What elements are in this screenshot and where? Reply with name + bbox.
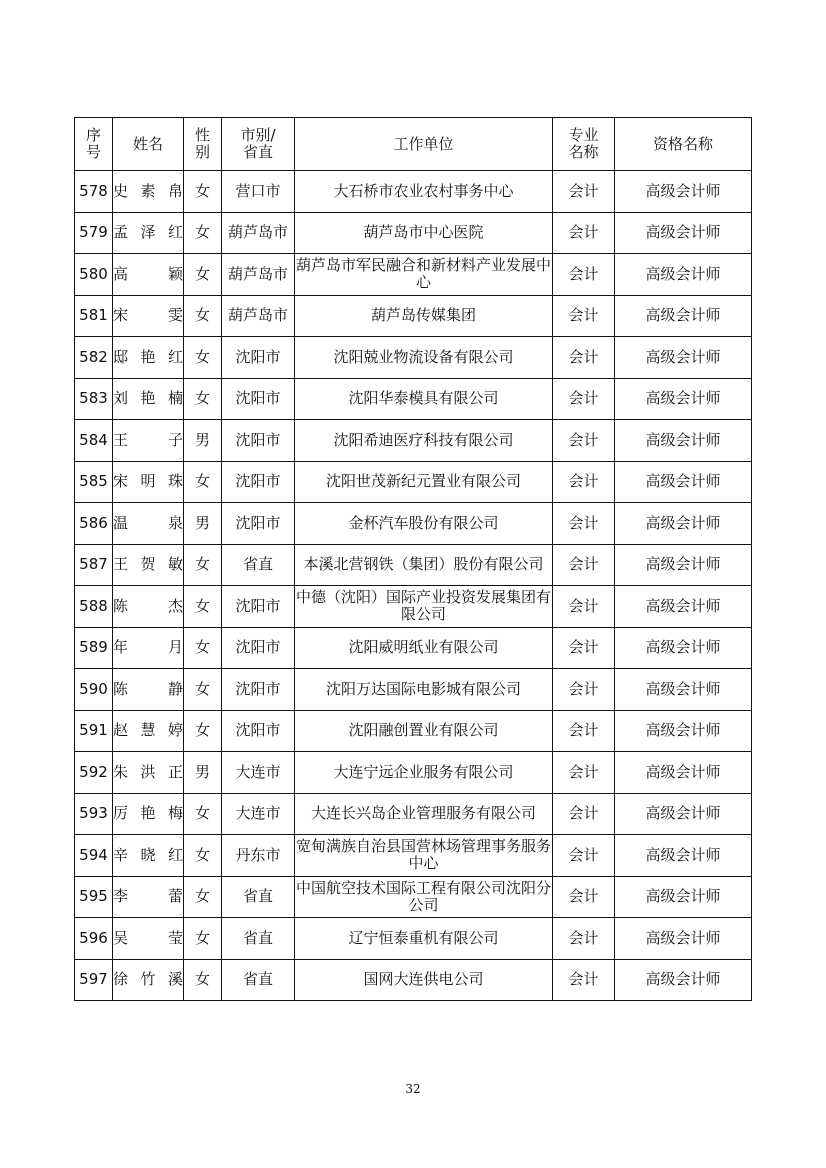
cell-name: [113, 876, 184, 918]
table-row: [75, 793, 752, 835]
cell-gender: 女: [184, 171, 222, 213]
cell-major: 会计: [553, 544, 615, 586]
cell-major: 会计: [553, 420, 615, 462]
cell-unit: 宽甸满族自治县国营林场管理事务服务中心: [295, 835, 553, 877]
name-char: 洪: [140, 762, 156, 781]
cell-unit: 沈阳万达国际电影城有限公司: [295, 669, 553, 711]
cell-major: 会计: [553, 918, 615, 960]
cell-unit: 沈阳融创置业有限公司: [295, 710, 553, 752]
name-char: 泽: [140, 223, 156, 242]
page-number: 32: [405, 1082, 421, 1096]
cell-city: 省直: [222, 959, 295, 1001]
cell-qualification: 高级会计师: [615, 876, 752, 918]
name-char: 徐: [113, 970, 129, 989]
table-row: [75, 337, 752, 379]
name-characters: [113, 266, 183, 283]
name-characters: [113, 764, 183, 781]
name-char: 吴: [113, 928, 129, 947]
name-char: 明: [140, 472, 156, 491]
name-char: 宋: [113, 306, 129, 325]
cell-name: [113, 793, 184, 835]
table-header-row: [75, 118, 752, 171]
name-char: 梅: [167, 804, 183, 823]
cell-major: 会计: [553, 669, 615, 711]
table-row: [75, 918, 752, 960]
header-major: 专业名称: [553, 118, 615, 171]
cell-unit: 葫芦岛传媒集团: [295, 295, 553, 337]
table-row: [75, 627, 752, 669]
name-characters: [113, 432, 183, 449]
table-row: [75, 420, 752, 462]
cell-major: 会计: [553, 503, 615, 545]
table-row: [75, 171, 752, 213]
cell-name: [113, 627, 184, 669]
table-row: [75, 586, 752, 628]
name-characters: [113, 515, 183, 532]
name-characters: [113, 971, 183, 988]
table-row: [75, 461, 752, 503]
header-gender: 性别: [184, 118, 222, 171]
header-qualification: 资格名称: [615, 118, 752, 171]
name-characters: [113, 639, 183, 656]
name-characters: [113, 349, 183, 366]
cell-gender: 女: [184, 337, 222, 379]
name-char: 贺: [140, 555, 156, 574]
cell-city: 葫芦岛市: [222, 254, 295, 296]
cell-city: 沈阳市: [222, 627, 295, 669]
cell-city: 省直: [222, 918, 295, 960]
cell-city: 大连市: [222, 752, 295, 794]
name-char: 辛: [113, 845, 129, 864]
table-row: [75, 254, 752, 296]
name-characters: [113, 556, 183, 573]
name-characters: [113, 681, 183, 698]
name-char: 朱: [113, 762, 129, 781]
name-char: 雯: [167, 306, 183, 325]
cell-seq: 590: [75, 669, 113, 711]
cell-gender: 女: [184, 461, 222, 503]
cell-city: 省直: [222, 876, 295, 918]
name-characters: [113, 930, 183, 947]
cell-unit: 国网大连供电公司: [295, 959, 553, 1001]
cell-city: 营口市: [222, 171, 295, 213]
cell-name: [113, 171, 184, 213]
cell-seq: 582: [75, 337, 113, 379]
cell-gender: 女: [184, 586, 222, 628]
name-characters: [113, 847, 183, 864]
cell-major: 会计: [553, 586, 615, 628]
table-row: [75, 378, 752, 420]
name-char: 蕾: [167, 887, 183, 906]
cell-major: 会计: [553, 793, 615, 835]
cell-gender: 女: [184, 669, 222, 711]
header-name: 姓名: [113, 118, 184, 171]
name-char: 陈: [113, 679, 129, 698]
name-char: 子: [167, 430, 183, 449]
cell-major: 会计: [553, 461, 615, 503]
name-characters: [113, 473, 183, 490]
name-char: 珠: [167, 472, 183, 491]
cell-major: 会计: [553, 295, 615, 337]
name-char: 慧: [140, 721, 156, 740]
cell-qualification: 高级会计师: [615, 918, 752, 960]
cell-seq: 594: [75, 835, 113, 877]
cell-seq: 583: [75, 378, 113, 420]
cell-city: 沈阳市: [222, 503, 295, 545]
cell-unit: 沈阳世茂新纪元置业有限公司: [295, 461, 553, 503]
cell-qualification: 高级会计师: [615, 378, 752, 420]
cell-seq: 580: [75, 254, 113, 296]
table-row: [75, 544, 752, 586]
roster-table: [74, 117, 752, 1001]
cell-unit: 沈阳华泰模具有限公司: [295, 378, 553, 420]
cell-name: [113, 461, 184, 503]
cell-qualification: 高级会计师: [615, 835, 752, 877]
table-row: [75, 876, 752, 918]
cell-major: 会计: [553, 378, 615, 420]
cell-city: 丹东市: [222, 835, 295, 877]
cell-unit: 葫芦岛市军民融合和新材料产业发展中心: [295, 254, 553, 296]
cell-unit: 中德（沈阳）国际产业投资发展集团有限公司: [295, 586, 553, 628]
cell-qualification: 高级会计师: [615, 544, 752, 586]
cell-name: [113, 212, 184, 254]
cell-seq: 595: [75, 876, 113, 918]
cell-major: 会计: [553, 752, 615, 794]
cell-major: 会计: [553, 337, 615, 379]
name-char: 竹: [140, 970, 156, 989]
cell-gender: 女: [184, 876, 222, 918]
cell-major: 会计: [553, 212, 615, 254]
cell-city: 葫芦岛市: [222, 295, 295, 337]
cell-qualification: 高级会计师: [615, 295, 752, 337]
header-city: 市别/省直: [222, 118, 295, 171]
cell-gender: 男: [184, 503, 222, 545]
cell-qualification: 高级会计师: [615, 752, 752, 794]
table-row: [75, 503, 752, 545]
cell-seq: 589: [75, 627, 113, 669]
name-characters: [113, 805, 183, 822]
cell-gender: 女: [184, 295, 222, 337]
cell-unit: 大石桥市农业农村事务中心: [295, 171, 553, 213]
cell-name: [113, 378, 184, 420]
cell-gender: 男: [184, 420, 222, 462]
cell-gender: 女: [184, 254, 222, 296]
name-char: 年: [113, 638, 129, 657]
cell-major: 会计: [553, 710, 615, 752]
name-characters: [113, 888, 183, 905]
cell-city: 沈阳市: [222, 420, 295, 462]
cell-name: [113, 295, 184, 337]
name-char: 陈: [113, 596, 129, 615]
cell-gender: 女: [184, 710, 222, 752]
cell-unit: 沈阳希迪医疗科技有限公司: [295, 420, 553, 462]
cell-major: 会计: [553, 254, 615, 296]
header-unit: 工作单位: [295, 118, 553, 171]
cell-name: [113, 710, 184, 752]
cell-city: 沈阳市: [222, 710, 295, 752]
name-characters: [113, 307, 183, 324]
cell-unit: 辽宁恒泰重机有限公司: [295, 918, 553, 960]
cell-seq: 587: [75, 544, 113, 586]
cell-seq: 596: [75, 918, 113, 960]
name-char: 泉: [167, 513, 183, 532]
cell-seq: 586: [75, 503, 113, 545]
cell-city: 沈阳市: [222, 586, 295, 628]
name-char: 刘: [113, 389, 129, 408]
cell-name: [113, 337, 184, 379]
cell-seq: 584: [75, 420, 113, 462]
name-char: 宋: [113, 472, 129, 491]
cell-qualification: 高级会计师: [615, 586, 752, 628]
cell-gender: 女: [184, 378, 222, 420]
cell-seq: 591: [75, 710, 113, 752]
cell-name: [113, 503, 184, 545]
cell-seq: 579: [75, 212, 113, 254]
table-body: [75, 171, 752, 1001]
name-char: 素: [140, 181, 156, 200]
cell-unit: 大连宁远企业服务有限公司: [295, 752, 553, 794]
cell-city: 葫芦岛市: [222, 212, 295, 254]
name-char: 王: [113, 430, 129, 449]
cell-gender: 女: [184, 793, 222, 835]
table-row: [75, 295, 752, 337]
name-char: 厉: [113, 804, 129, 823]
cell-unit: 沈阳威明纸业有限公司: [295, 627, 553, 669]
table-row: [75, 212, 752, 254]
cell-city: 沈阳市: [222, 337, 295, 379]
name-char: 溪: [167, 970, 183, 989]
name-characters: [113, 183, 183, 200]
cell-qualification: 高级会计师: [615, 212, 752, 254]
name-char: 艳: [140, 389, 156, 408]
name-characters: [113, 722, 183, 739]
cell-name: [113, 959, 184, 1001]
name-char: 温: [113, 513, 129, 532]
name-characters: [113, 390, 183, 407]
name-char: 静: [167, 679, 183, 698]
cell-city: 沈阳市: [222, 461, 295, 503]
cell-major: 会计: [553, 835, 615, 877]
cell-city: 大连市: [222, 793, 295, 835]
cell-gender: 女: [184, 544, 222, 586]
name-char: 王: [113, 555, 129, 574]
cell-gender: 女: [184, 627, 222, 669]
cell-qualification: 高级会计师: [615, 793, 752, 835]
cell-qualification: 高级会计师: [615, 959, 752, 1001]
cell-name: [113, 835, 184, 877]
cell-unit: 金杯汽车股份有限公司: [295, 503, 553, 545]
cell-seq: 581: [75, 295, 113, 337]
cell-major: 会计: [553, 959, 615, 1001]
name-char: 楠: [167, 389, 183, 408]
cell-gender: 女: [184, 835, 222, 877]
cell-qualification: 高级会计师: [615, 254, 752, 296]
cell-city: 省直: [222, 544, 295, 586]
cell-name: [113, 544, 184, 586]
name-char: 孟: [113, 223, 129, 242]
cell-gender: 女: [184, 918, 222, 960]
cell-name: [113, 752, 184, 794]
name-char: 高: [113, 264, 129, 283]
cell-seq: 592: [75, 752, 113, 794]
cell-seq: 578: [75, 171, 113, 213]
table-row: [75, 752, 752, 794]
cell-seq: 585: [75, 461, 113, 503]
name-characters: [113, 598, 183, 615]
name-char: 晓: [140, 845, 156, 864]
name-char: 杰: [167, 596, 183, 615]
name-char: 月: [167, 638, 183, 657]
cell-major: 会计: [553, 171, 615, 213]
name-char: 帛: [167, 181, 183, 200]
name-char: 史: [113, 181, 129, 200]
table-row: [75, 669, 752, 711]
cell-seq: 588: [75, 586, 113, 628]
cell-major: 会计: [553, 876, 615, 918]
name-char: 正: [167, 762, 183, 781]
cell-major: 会计: [553, 627, 615, 669]
cell-unit: 大连长兴岛企业管理服务有限公司: [295, 793, 553, 835]
cell-city: 沈阳市: [222, 669, 295, 711]
cell-qualification: 高级会计师: [615, 503, 752, 545]
cell-unit: 中国航空技术国际工程有限公司沈阳分公司: [295, 876, 553, 918]
cell-unit: 本溪北营钢铁（集团）股份有限公司: [295, 544, 553, 586]
name-char: 婷: [167, 721, 183, 740]
cell-seq: 593: [75, 793, 113, 835]
cell-name: [113, 254, 184, 296]
name-characters: [113, 224, 183, 241]
cell-name: [113, 669, 184, 711]
cell-gender: 女: [184, 212, 222, 254]
cell-qualification: 高级会计师: [615, 461, 752, 503]
cell-city: 沈阳市: [222, 378, 295, 420]
cell-qualification: 高级会计师: [615, 337, 752, 379]
name-char: 红: [167, 347, 183, 366]
cell-name: [113, 420, 184, 462]
name-char: 艳: [140, 804, 156, 823]
table-row: [75, 710, 752, 752]
name-char: 李: [113, 887, 129, 906]
name-char: 赵: [113, 721, 129, 740]
name-char: 莹: [167, 928, 183, 947]
cell-seq: 597: [75, 959, 113, 1001]
cell-name: [113, 586, 184, 628]
name-char: 艳: [140, 347, 156, 366]
table-row: [75, 835, 752, 877]
cell-qualification: 高级会计师: [615, 171, 752, 213]
cell-name: [113, 918, 184, 960]
cell-gender: 女: [184, 959, 222, 1001]
cell-qualification: 高级会计师: [615, 669, 752, 711]
cell-qualification: 高级会计师: [615, 627, 752, 669]
table-row: [75, 959, 752, 1001]
name-char: 红: [167, 845, 183, 864]
cell-unit: 沈阳兢业物流设备有限公司: [295, 337, 553, 379]
cell-qualification: 高级会计师: [615, 420, 752, 462]
cell-qualification: 高级会计师: [615, 710, 752, 752]
name-char: 邸: [113, 347, 129, 366]
header-seq: 序号: [75, 118, 113, 171]
cell-gender: 男: [184, 752, 222, 794]
name-char: 颖: [167, 264, 183, 283]
cell-unit: 葫芦岛市中心医院: [295, 212, 553, 254]
name-char: 敏: [167, 555, 183, 574]
name-char: 红: [167, 223, 183, 242]
